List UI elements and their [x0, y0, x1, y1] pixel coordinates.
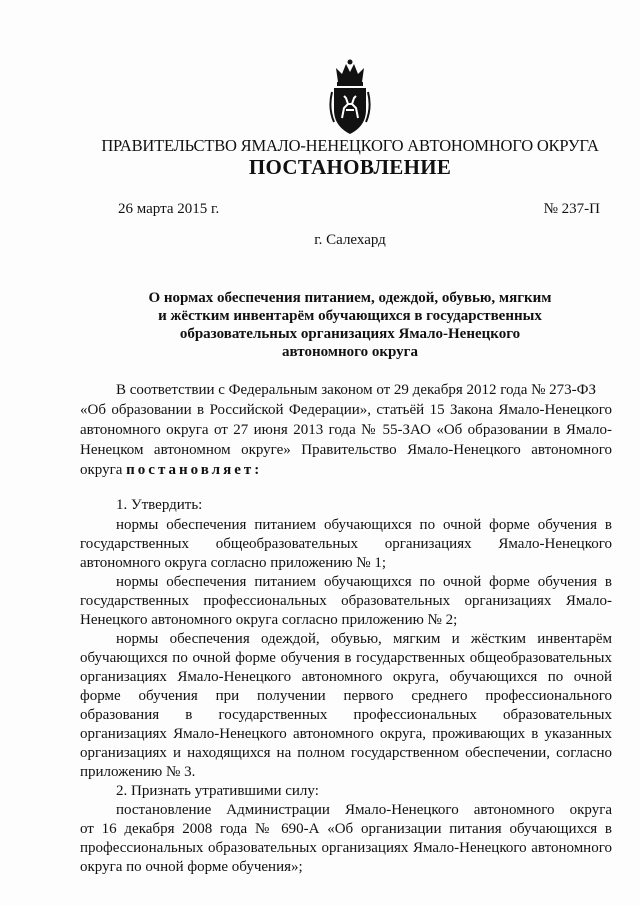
- government-name: ПРАВИТЕЛЬСТВО ЯМАЛО-НЕНЕЦКОГО АВТОНОМНОГО ОКРУГА: [101, 136, 599, 155]
- body-line: от 16 декабря 2008 года № 690-А «Об организации питания обучающихся в: [80, 821, 612, 837]
- body-line: форме обучения при получении первого среднего профессионального: [80, 688, 612, 704]
- item-heading: 1. Утвердить:: [116, 497, 203, 513]
- body-line: Ненецкого автономного округа согласно приложению № 2;: [80, 612, 458, 628]
- body-line: организациях Ямало-Ненецкого автономного округа, проживающих в указанных: [80, 726, 612, 742]
- document-title: [120, 289, 580, 361]
- body-line: нормы обеспечения одеждой, обувью, мягким и жёстким инвентарём: [116, 631, 612, 647]
- body-line: округа по очной форме обучения»;: [80, 859, 303, 875]
- body-line: [80, 462, 612, 478]
- body-line: автономного округа от 27 июня 2013 года № 55-ЗАО «Об образовании в Ямало-: [80, 422, 612, 438]
- title-line: автономного округа: [282, 344, 418, 360]
- document-number: № 237-П: [543, 201, 600, 217]
- body-line: нормы обеспечения питанием обучающихся по очной форме обучения в: [116, 574, 612, 590]
- body-line: В соответствии с Федеральным законом от 29 декабря 2012 года № 273-ФЗ: [116, 382, 597, 398]
- document-date: 26 марта 2015 г.: [118, 201, 220, 217]
- title-line: О нормах обеспечения питанием, одеждой, обувью, мягким: [148, 290, 552, 306]
- document-city: г. Салехард: [314, 232, 386, 248]
- body-line: государственных общеобразовательных организациях Ямало-Ненецкого: [80, 536, 612, 552]
- title-line: и жёстким инвентарём обучающихся в государственных: [158, 308, 542, 324]
- document-type: ПОСТАНОВЛЕНИЕ: [248, 155, 452, 179]
- body-line-start: округа: [80, 462, 123, 478]
- body-line: профессиональных образовательных организациях Ямало-Ненецкого автономного: [80, 840, 612, 856]
- body-line: образования в государственных профессиональных образовательных: [80, 707, 612, 723]
- body-line: Ненецком автономном округе» Правительство Ямало-Ненецкого автономного: [80, 442, 612, 458]
- body-line: организациях Ямало-Ненецкого автономного округа, обучающихся по очной: [80, 669, 612, 685]
- body-line: государственных профессиональных образовательных организациях Ямало-: [80, 593, 612, 609]
- body-line: постановление Администрации Ямало-Ненецкого автономного округа: [116, 802, 612, 818]
- body-line: приложению № 3.: [80, 764, 196, 780]
- title-line: образовательных организациях Ямало-Ненецкого: [179, 326, 521, 342]
- body-line: «Об образовании в Российской Федерации», статьёй 15 Закона Ямало-Ненецкого: [80, 402, 612, 418]
- body-line: организациях и находящихся на полном государственном обеспечении, согласно: [80, 745, 612, 761]
- body-line: автономного округа согласно приложению № 1;: [80, 555, 387, 571]
- item-heading: 2. Признать утратившими силу:: [116, 783, 319, 799]
- resolution-keyword: постановляет:: [126, 462, 263, 478]
- body-line: обучающихся по очной форме обучения в государственных общеобразовательных: [80, 650, 612, 666]
- body-line: нормы обеспечения питанием обучающихся по очной форме обучения в: [116, 517, 612, 533]
- coat-of-arms-icon: [328, 58, 372, 136]
